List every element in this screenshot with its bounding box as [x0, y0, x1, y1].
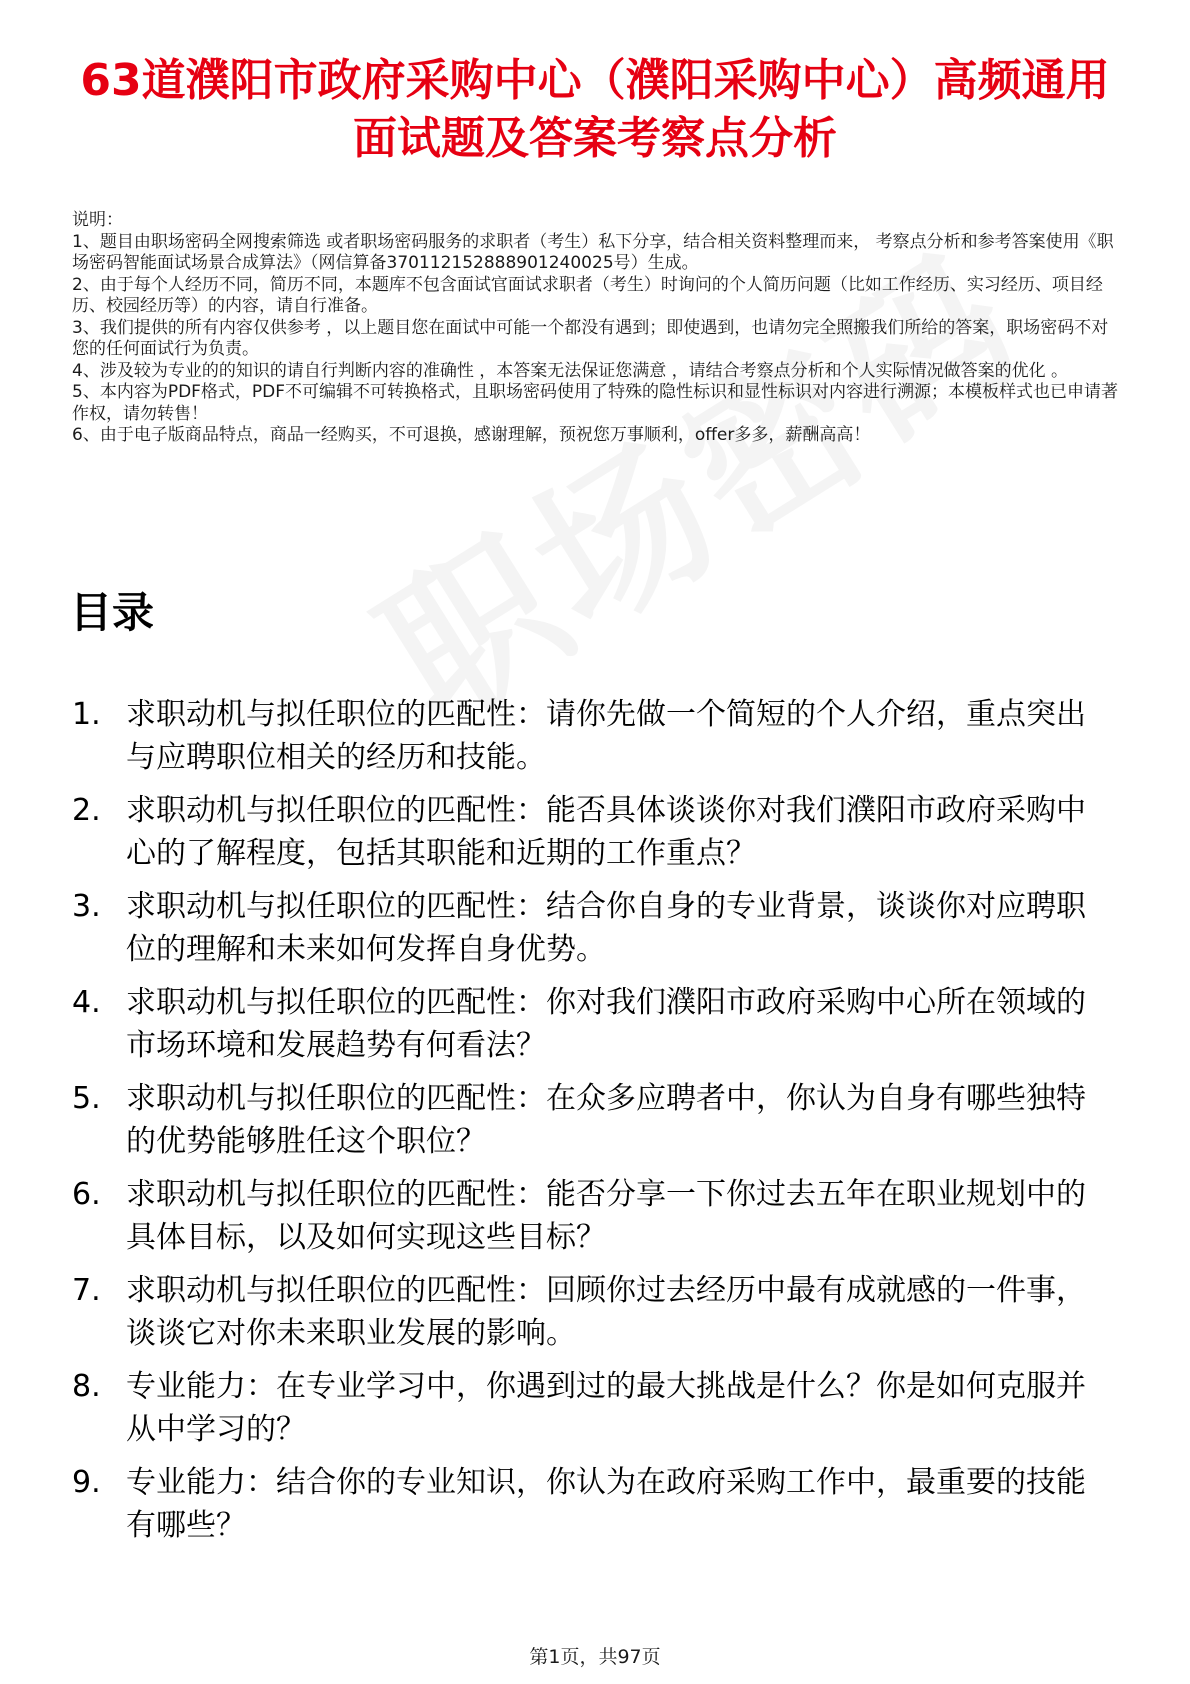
note-line: 5、本内容为PDF格式，PDF不可编辑不可转换格式，且职场密码使用了特殊的隐性标识和显性标识对内容进行溯源；本模板样式也已申请著作权，请勿转售！: [72, 382, 1119, 424]
note-line: 3、我们提供的所有内容仅供参考 ，以上题目您在面试中可能一个都没有遇到；即使遇到，也请勿完全照搬我们所给的答案，职场密码不对您的任何面试行为负责。: [72, 317, 1109, 359]
page-title: 63道濮阳市政府采购中心（濮阳采购中心）高频通用面试题及答案考察点分析: [80, 55, 1110, 164]
toc-item-text[interactable]: 专业能力：在专业学习中，你遇到过的最大挑战是什么？你是如何克服并从中学习的？: [126, 1369, 1086, 1447]
toc-item[interactable]: [0, 1173, 1190, 1269]
toc-item-number: 6.: [72, 1177, 101, 1212]
notes-heading: 说明：: [72, 210, 123, 230]
toc-item-text[interactable]: 专业能力：结合你的专业知识，你认为在政府采购工作中，最重要的技能有哪些？: [126, 1465, 1086, 1543]
note-line: 4、涉及较为专业的的知识的请自行判断内容的准确性 ，本答案无法保证您满意 ，请结合考察点分析和个人实际情况做答案的优化 。: [72, 360, 1069, 381]
toc-item[interactable]: [0, 1365, 1190, 1461]
toc-item-text[interactable]: 求职动机与拟任职位的匹配性：结合你自身的专业背景，谈谈你对应聘职位的理解和未来如何发挥自身优势。: [126, 889, 1086, 967]
note-line: 1、题目由职场密码全网搜索筛选 或者职场密码服务的求职者（考生）私下分享，结合相关资料整理而来， 考察点分析和参考答案使用《职场密码智能面试场景合成算法》（网信算备370112152888901240025号）生成。: [72, 231, 1114, 273]
toc-item-number: 4.: [72, 985, 101, 1020]
toc-item[interactable]: [0, 981, 1190, 1077]
notes-section: [72, 210, 1122, 447]
toc-heading: 目录: [70, 588, 155, 637]
toc-item-number: 8.: [72, 1369, 101, 1404]
toc-item-text[interactable]: 求职动机与拟任职位的匹配性：能否具体谈谈你对我们濮阳市政府采购中心的了解程度，包括其职能和近期的工作重点？: [126, 793, 1086, 871]
toc-item-text[interactable]: 求职动机与拟任职位的匹配性：你对我们濮阳市政府采购中心所在领域的市场环境和发展趋势有何看法？: [126, 985, 1086, 1063]
toc-item-text[interactable]: 求职动机与拟任职位的匹配性：能否分享一下你过去五年在职业规划中的具体目标，以及如何实现这些目标？: [126, 1177, 1086, 1255]
toc-item-text[interactable]: 求职动机与拟任职位的匹配性：请你先做一个简短的个人介绍，重点突出与应聘职位相关的经历和技能。: [126, 697, 1086, 775]
toc-list: [0, 693, 1190, 1557]
toc-item[interactable]: [0, 693, 1190, 789]
toc-item-number: 7.: [72, 1273, 101, 1308]
note-line: 6、由于电子版商品特点，商品一经购买，不可退换，感谢理解，预祝您万事顺利，offer多多，薪酬高高！: [72, 425, 871, 445]
toc-item-number: 9.: [72, 1465, 101, 1500]
note-line: 2、由于每个人经历不同，简历不同，本题库不包含面试官面试求职者（考生）时询问的个人简历问题（比如工作经历、实习经历、项目经历、校园经历等）的内容，请自行准备。: [72, 274, 1103, 316]
toc-item[interactable]: [0, 1077, 1190, 1173]
page-footer: 第1页，共97页: [529, 1646, 661, 1668]
toc-item-number: 1.: [72, 697, 101, 732]
toc-item[interactable]: [0, 1269, 1190, 1365]
toc-item-number: 2.: [72, 793, 101, 828]
toc-item-text[interactable]: 求职动机与拟任职位的匹配性：回顾你过去经历中最有成就感的一件事，谈谈它对你未来职业发展的影响。: [126, 1273, 1086, 1351]
toc-item[interactable]: [0, 1461, 1190, 1557]
toc-item-text[interactable]: 求职动机与拟任职位的匹配性：在众多应聘者中，你认为自身有哪些独特的优势能够胜任这个职位？: [126, 1081, 1086, 1159]
toc-item[interactable]: [0, 885, 1190, 981]
toc-item-number: 3.: [72, 889, 101, 924]
toc-item[interactable]: [0, 789, 1190, 885]
toc-item-number: 5.: [72, 1081, 101, 1116]
